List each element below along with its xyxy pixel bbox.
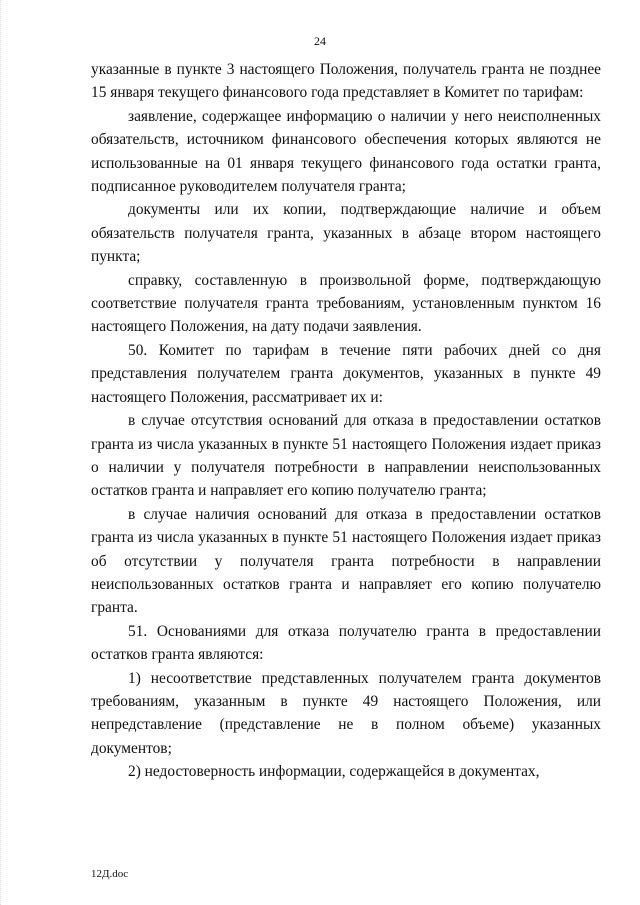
- document-body: [91, 58, 601, 784]
- paragraph-8: 51. Основаниями для отказа получателю гранта в предоставлении остатков гранта являются:: [91, 622, 601, 664]
- paragraph-9: 1) несоответствие представленных получателем гранта документов требованиям, указанным в пункте 49 настоящего Положения, или непредставление (представление не в полном объеме) указанных документов;: [91, 669, 601, 757]
- paragraph-7: в случае наличия оснований для отказа в предоставлении остатков гранта из числа указанных в пункте 51 настоящего Положения издает приказ об отсутствии у получателя гранта потребности в направлении неиспользованных остатков гранта и направляет его копию получателю гранта.: [91, 505, 601, 617]
- scan-edge: [0, 0, 5, 905]
- paragraph-6: в случае отсутствия оснований для отказа в предоставлении остатков гранта из числа указанных в пункте 51 настоящего Положения издает приказ о наличии у получателя потребности в направлении неиспользованных остатков гранта и направляет его копию получателю гранта;: [91, 412, 601, 500]
- page-number: 24: [314, 34, 326, 48]
- paragraph-1: указанные в пункте 3 настоящего Положения, получатель гранта не позднее 15 января текущего финансового года представляет в Комитет по тарифам:: [91, 61, 601, 102]
- paragraph-3: документы или их копии, подтверждающие наличие и объем обязательств получателя гранта, указанных в абзаце втором настоящего пункта;: [91, 201, 601, 266]
- footer-filename: 12Д.doc: [91, 868, 129, 880]
- paragraph-10: 2) недостоверность информации, содержащейся в документах,: [128, 763, 540, 781]
- paragraph-2: заявление, содержащее информацию о наличии у него неисполненных обязательств, источником финансового обеспечения которых являются не использованные на 01 января текущего финансового года остатки гранта, подписанное руководителем получателя гранта;: [91, 107, 601, 196]
- paragraph-4: справку, составленную в произвольной форме, подтверждающую соответствие получателя гранта требованиям, установленным пунктом 16 настоящего Положения, на дату подачи заявления.: [91, 271, 601, 336]
- paragraph-5: 50. Комитет по тарифам в течение пяти рабочих дней со дня представления получателем гранта документов, указанных в пункте 49 настоящего Положения, рассматривает их и:: [91, 341, 601, 406]
